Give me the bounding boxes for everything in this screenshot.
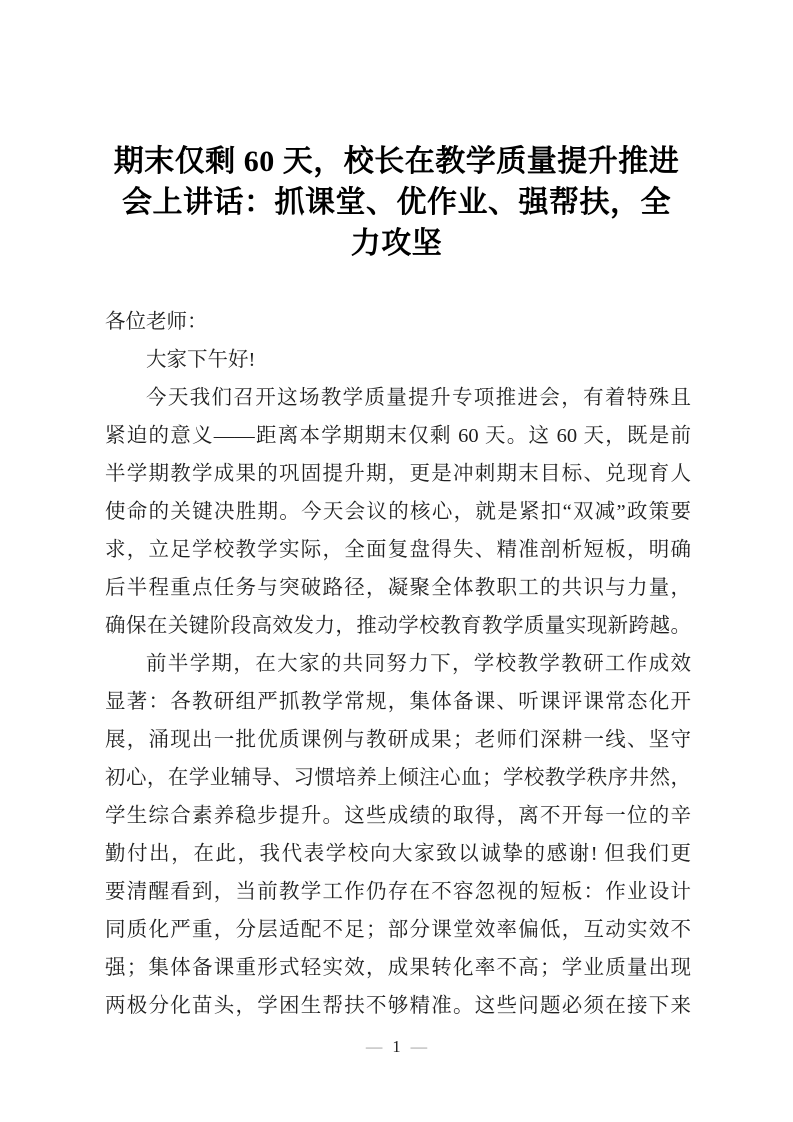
body-line: 半学期教学成果的巩固提升期，更是冲刺期末目标、兑现育人 — [105, 463, 691, 485]
body-line: 显著：各教研组严抓教学常规，集体备课、听课评课常态化开 — [105, 691, 691, 713]
title-line: 会上讲话：抓课堂、优作业、强帮扶，全 — [122, 186, 671, 219]
title-line: 期末仅剩 60 天，校长在教学质量提升推进 — [113, 145, 680, 178]
body-line: 展，涌现出一批优质课例与教研成果；老师们深耕一线、坚守 — [105, 729, 691, 751]
body-line: 求，立足学校教学实际，全面复盘得失、精准剖析短板，明确 — [105, 539, 691, 561]
body-line: 强；集体备课重形式轻实效，成果转化率不高；学业质量出现 — [105, 957, 691, 979]
body-line: 各位老师： — [105, 311, 208, 333]
body-line: 要清醒看到，当前教学工作仍存在不容忽视的短板：作业设计 — [105, 881, 691, 903]
document-title — [0, 141, 793, 264]
body-line: 勤付出，在此，我代表学校向大家致以诚挚的感谢! 但我们更 — [105, 843, 691, 865]
title-line: 力攻坚 — [350, 227, 443, 260]
body-line: 初心，在学业辅导、习惯培养上倾注心血；学校教学秩序井然， — [105, 767, 691, 789]
body-line: 确保在关键阶段高效发力，推动学校教育教学质量实现新跨越。 — [105, 615, 691, 637]
page-footer — [0, 1036, 793, 1058]
body-line: 学生综合素养稳步提升。这些成绩的取得，离不开每一位的辛 — [105, 805, 691, 827]
body-line: 大家下午好! — [146, 349, 256, 371]
page-number: 1 — [392, 1037, 401, 1056]
body-line: 前半学期，在大家的共同努力下，学校教学教研工作成效 — [146, 653, 691, 675]
body-line: 同质化严重，分层适配不足；部分课堂效率偏低，互动实效不 — [105, 919, 691, 941]
body-line: 今天我们召开这场教学质量提升专项推进会，有着特殊且 — [146, 387, 691, 409]
body-line: 后半程重点任务与突破路径，凝聚全体教职工的共识与力量， — [105, 577, 691, 599]
document-body — [105, 303, 691, 1025]
body-line: 紧迫的意义——距离本学期期末仅剩 60 天。这 60 天，既是前 — [105, 425, 691, 447]
footer-right-dash: — — [410, 1037, 428, 1056]
body-line: 使命的关键决胜期。今天会议的核心，就是紧扣“双减”政策要 — [105, 501, 691, 523]
body-line: 两极分化苗头，学困生帮扶不够精准。这些问题必须在接下来 — [105, 995, 691, 1017]
footer-left-dash: — — [365, 1037, 383, 1056]
